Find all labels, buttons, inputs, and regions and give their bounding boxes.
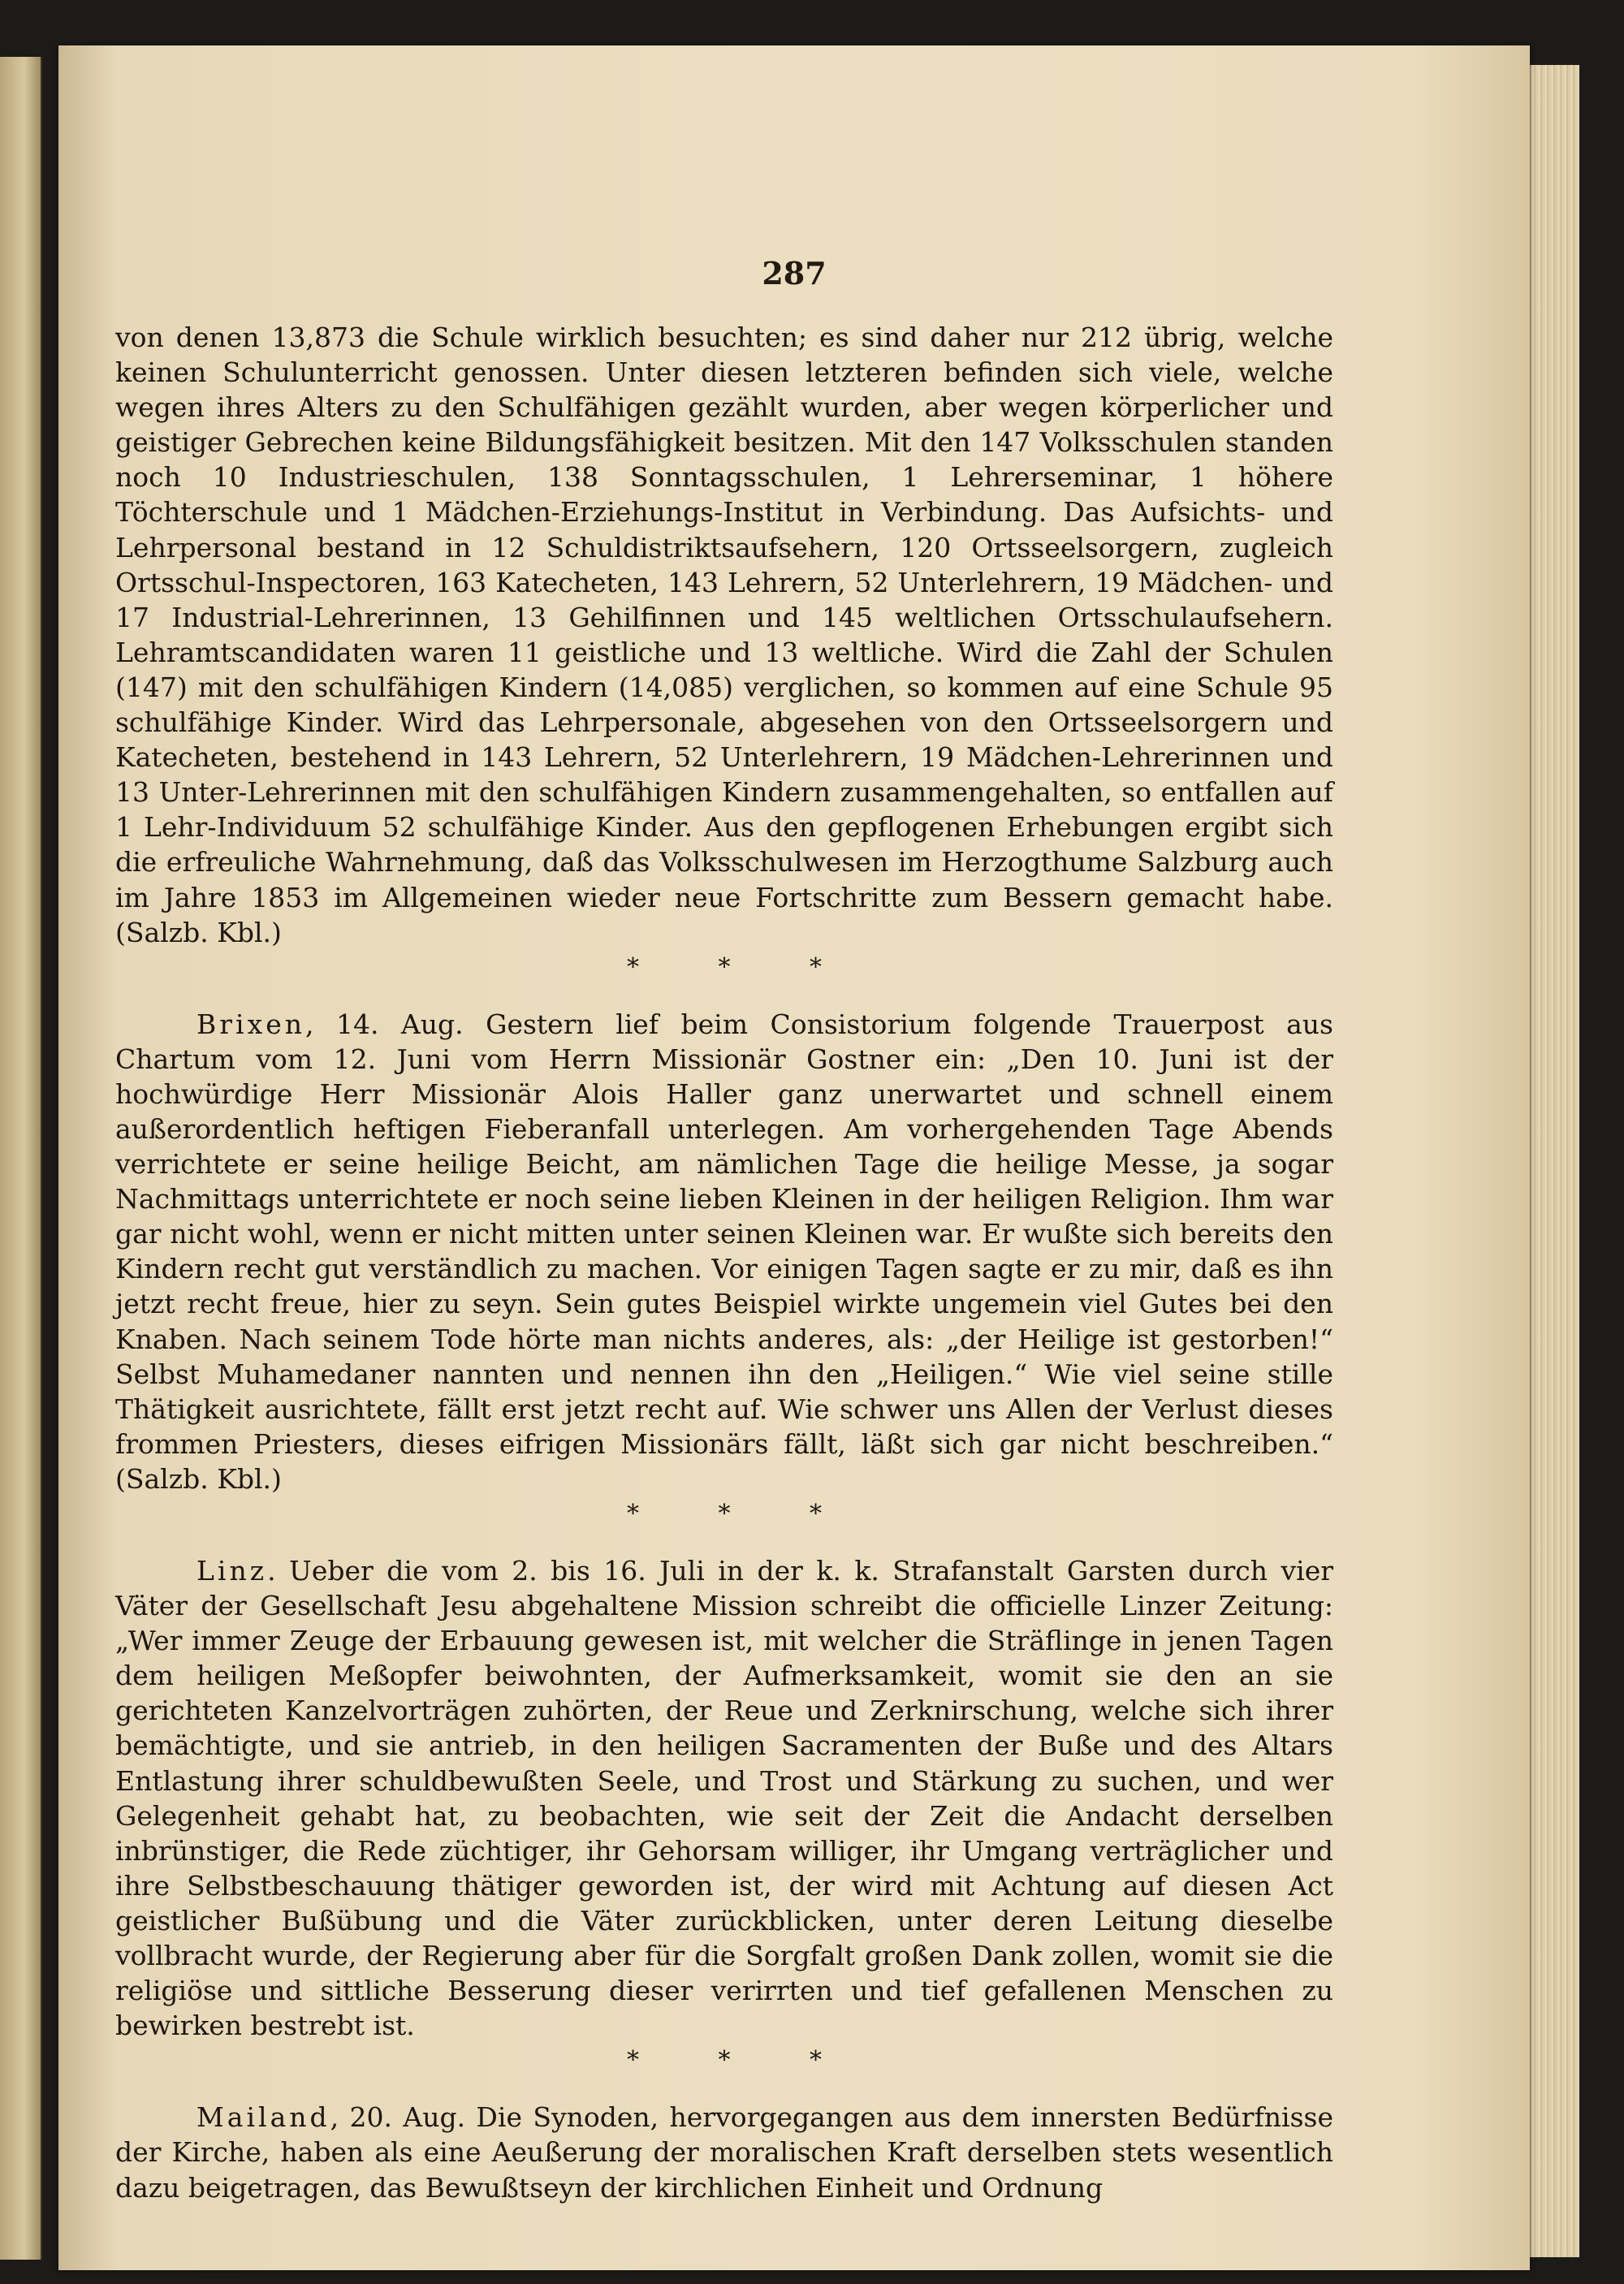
paragraph-linz-body: . Ueber die vom 2. bis 16. Juli in der k. k. Strafanstalt Garsten durch vier Väter der Gesellschaft Jesu abgehaltene Mission schreibt die officielle Linzer Zeitung: „Wer immer Zeuge der Erbauung gewesen ist, mit welcher die Sträflinge in jenen Tagen dem heiligen Meßopfer beiwohnten, der Aufmerksamkeit, womit sie den an sie gerichteten Kanzelvorträgen zuhörten, der Reue und Zerknirschung, welche sich ihrer bemächtigte, und sie antrieb, in den heiligen Sacramenten der Buße und des Altars Entlastung ihrer schuldbewußten Seele, und Trost und Stärkung zu suchen, und wer Gelegenheit gehabt hat, zu beobachten, wie seit der Zeit die Andacht derselben inbrünstiger, die Rede züchtiger, ihr Gehorsam williger, ihr Umgang verträglicher und ihre Selbstbeschauung thätiger geworden ist, der wird mit Achtung auf diesen Act geistlicher Bußübung und die Väter zurückblicken, unter deren Leitung dieselbe vollbracht wurde, der Regierung aber für die Sorgfalt großen Dank zollen, womit sie die religiöse und sittliche Besserung dieser verirrten und tief gefallenen Menschen zu bewirken bestrebt ist. bbox=[115, 1555, 1333, 2042]
paragraph-mailand-body: , 20. Aug. Die Synoden, hervorgegangen aus dem innersten Bedürfnisse der Kirche, haben als eine Aeußerung der moralischen Kraft derselben stets wesentlich dazu beigetragen, das Bewußtseyn der kirchlichen Einheit und Ordnung bbox=[115, 2101, 1333, 2204]
book-page bbox=[58, 45, 1530, 2270]
page-text bbox=[115, 320, 1333, 2205]
dateline-brixen: Brixen bbox=[197, 1008, 305, 1040]
dateline-mailand: Mailand bbox=[197, 2101, 330, 2134]
section-separator: * * * bbox=[626, 2046, 823, 2075]
section-separator: * * * bbox=[626, 1500, 823, 1528]
previous-page-edge bbox=[0, 57, 42, 2260]
paragraph-salzburg-schools: von denen 13,873 die Schule wirklich besuchten; es sind daher nur 212 übrig, welche keinen Schulunterricht genossen. Unter diesen letzteren befinden sich viele, welche wegen ihres Alters zu den Schulfähigen gezählt wurden, aber wegen körperlicher und geistiger Gebrechen keine Bildungsfähigkeit besitzen. Mit den 147 Volksschulen standen noch 10 Industrieschulen, 138 Sonntagsschulen, 1 Lehrerseminar, 1 höhere Töchterschule und 1 Mädchen-Erziehungs-Institut in Verbindung. Das Aufsichts- und Lehrpersonal bestand in 12 Schuldistriktsaufsehern, 120 Ortsseelsorgern, zugleich Ortsschul-Inspectoren, 163 Katecheten, 143 Lehrern, 52 Unterlehrern, 19 Mädchen- und 17 Industrial-Lehrerinnen, 13 Gehilfinnen und 145 weltlichen Ortsschulaufsehern. Lehramtscandidaten waren 11 geistliche und 13 weltliche. Wird die Zahl der Schulen (147) mit den schulfähigen Kindern (14,085) verglichen, so kommen auf eine Schule 95 schulfähige Kinder. Wird das Lehrpersonale, abgesehen von den Ortsseelsorgern und Katecheten, bestehend in 143 Lehrern, 52 Unterlehrern, 19 Mädchen-Lehrerinnen und 13 Unter-Lehrerinnen mit den schulfähigen Kindern zusammengehalten, so entfallen auf 1 Lehr-Individuum 52 schulfähige Kinder. Aus den gepflogenen Erhebungen ergibt sich die erfreuliche Wahrnehmung, daß das Volksschulwesen im Herzogthume Salzburg auch im Jahre 1853 im Allgemeinen wieder neue Fortschritte zum Bessern gemacht habe. (Salzb. Kbl.) bbox=[115, 322, 1333, 948]
section-separator: * * * bbox=[626, 952, 823, 982]
dateline-linz: Linz bbox=[197, 1555, 268, 1587]
paragraph-linz bbox=[115, 1553, 1333, 2043]
page-number: 287 bbox=[762, 255, 827, 291]
page-block-edges bbox=[1530, 65, 1579, 2257]
paragraph-brixen-body: , 14. Aug. Gestern lief beim Consistorium folgende Trauerpost aus Chartum vom 12. Juni vom Herrn Missionär Gostner ein: „Den 10. Juni ist der hochwürdige Herr Missionär Alois Haller ganz unerwartet und schnell einem außerordentlich heftigen Fieberanfall unterlegen. Am vorhergehenden Tage Abends verrichtete er seine heilige Beicht, am nämlichen Tage die heilige Messe, ja sogar Nachmittags unterrichtete er noch seine lieben Kleinen in der heiligen Religion. Ihm war gar nicht wohl, wenn er nicht mitten unter seinen Kleinen war. Er wußte sich bereits den Kindern recht gut verständlich zu machen. Vor einigen Tagen sagte er zu mir, daß es ihn jetzt recht freue, hier zu seyn. Sein gutes Beispiel wirkte ungemein viel Gutes bei den Knaben. Nach seinem Tode hörte man nichts anderes, als: „der Heilige ist gestorben!“ Selbst Muhamedaner nannten und nennen ihn den „Heiligen.“ Wie viel seine stille Thätigkeit ausrichtete, fällt erst jetzt recht auf. Wie schwer uns Allen der Verlust dieses frommen Priesters, dieses eifrigen Missionärs fällt, läßt sich gar nicht beschreiben.“ (Salzb. Kbl.) bbox=[115, 1008, 1333, 1495]
paragraph-mailand bbox=[115, 2100, 1333, 2204]
paragraph-brixen bbox=[115, 1007, 1333, 1496]
